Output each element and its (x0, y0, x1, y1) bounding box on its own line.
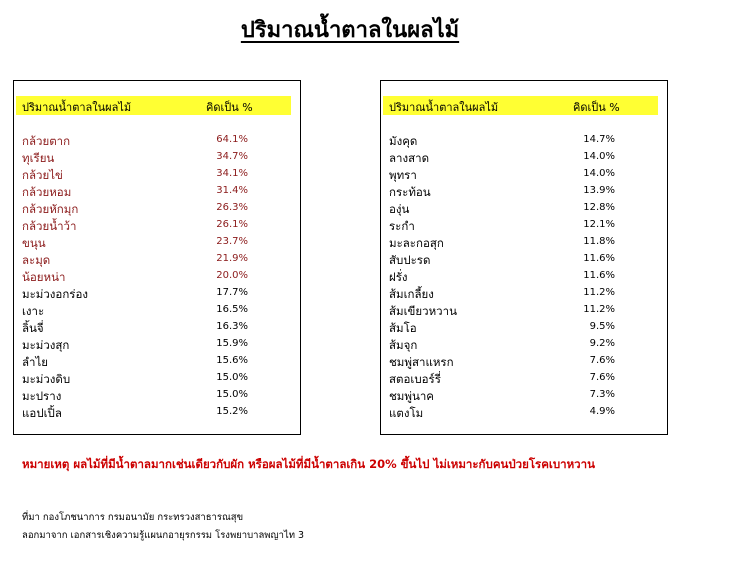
table-row (14, 353, 300, 370)
table-row (14, 183, 300, 200)
note-text: หมายเหตุ ผลไม้ที่มีน้ำตาลมากเช่นเดียวกับผัก หรือผลไม้ที่มีน้ำตาลเกิน 20% ขึ้นไป ไม่เหมาะกับคนป่วยโรคเบาหวาน (22, 457, 595, 471)
fruit-name: กล้วยหอม (22, 185, 72, 199)
table-row (14, 336, 300, 353)
header-percent-label: คิดเป็น % (573, 101, 620, 114)
fruit-name: กระท้อน (389, 185, 431, 199)
table-row (381, 336, 667, 353)
table-row (14, 166, 300, 183)
sugar-percent: 11.6% (583, 270, 615, 281)
sugar-percent: 34.7% (216, 151, 248, 162)
sugar-percent: 17.7% (216, 287, 248, 298)
sugar-percent: 15.0% (216, 389, 248, 400)
sugar-percent: 14.0% (583, 168, 615, 179)
table-row (381, 370, 667, 387)
table-row (14, 404, 300, 421)
table-row (381, 217, 667, 234)
fruit-name: สับปะรด (389, 253, 431, 267)
sugar-percent: 15.9% (216, 338, 248, 349)
sugar-percent: 15.6% (216, 355, 248, 366)
sugar-percent: 64.1% (216, 134, 248, 145)
sugar-percent: 34.1% (216, 168, 248, 179)
fruit-name: ฝรั่ง (389, 270, 408, 284)
fruit-name: ลำไย (22, 355, 49, 369)
header-fruit-label: ปริมาณน้ำตาลในผลไม้ (389, 101, 499, 114)
table-row (381, 200, 667, 217)
fruit-name: ส้มโอ (389, 321, 417, 335)
sugar-percent: 26.1% (216, 219, 248, 230)
sugar-percent: 15.0% (216, 372, 248, 383)
table-row (381, 234, 667, 251)
fruit-name: มะม่วงดิบ (22, 372, 71, 386)
fruit-name: ชมพู่นาค (389, 389, 434, 403)
fruit-name: ส้มเขียวหวาน (389, 304, 457, 318)
sugar-percent: 16.3% (216, 321, 248, 332)
fruit-name: องุ่น (389, 202, 410, 216)
sugar-percent: 4.9% (589, 406, 615, 417)
fruit-name: ส้มเกลี้ยง (389, 287, 434, 301)
sugar-percent: 23.7% (216, 236, 248, 247)
fruit-name: มะปราง (22, 389, 62, 403)
sugar-percent: 7.6% (589, 372, 615, 383)
left-table-rows (14, 132, 300, 421)
table-row (381, 132, 667, 149)
sugar-percent: 14.0% (583, 151, 615, 162)
sugar-percent: 26.3% (216, 202, 248, 213)
table-row (381, 285, 667, 302)
table-row (381, 387, 667, 404)
sugar-percent: 13.9% (583, 185, 615, 196)
fruit-name: ระกำ (389, 219, 415, 233)
sugar-percent: 11.8% (583, 236, 615, 247)
fruit-name: ลิ้นจี่ (22, 321, 44, 335)
fruit-name: กล้วยไข่ (22, 168, 63, 182)
table-row (381, 268, 667, 285)
fruit-name: กล้วยตาก (22, 134, 71, 148)
sugar-percent: 9.2% (589, 338, 615, 349)
sugar-percent: 12.8% (583, 202, 615, 213)
fruit-name: มังคุด (389, 134, 418, 148)
table-row (14, 319, 300, 336)
sugar-percent: 11.6% (583, 253, 615, 264)
sugar-percent: 11.2% (583, 304, 615, 315)
sugar-percent: 16.5% (216, 304, 248, 315)
left-table-header (16, 96, 291, 115)
table-row (381, 404, 667, 421)
table-row (14, 251, 300, 268)
table-row (381, 183, 667, 200)
fruit-name: พุทรา (389, 168, 417, 182)
sugar-percent: 14.7% (583, 134, 615, 145)
table-row (14, 387, 300, 404)
table-row (14, 370, 300, 387)
fruit-name: สตอเบอร์รี่ (389, 372, 441, 386)
fruit-name: ขนุน (22, 236, 46, 250)
right-table (380, 80, 668, 435)
fruit-name: แอปเปิ้ล (22, 406, 62, 420)
right-table-rows (381, 132, 667, 421)
table-row (381, 251, 667, 268)
left-table (13, 80, 301, 435)
table-row (14, 268, 300, 285)
table-row (381, 353, 667, 370)
table-row (14, 285, 300, 302)
table-row (14, 149, 300, 166)
right-table-header (383, 96, 658, 115)
fruit-name: มะม่วงอกร่อง (22, 287, 88, 301)
fruit-name: กล้วยหักมุก (22, 202, 79, 216)
table-row (14, 132, 300, 149)
header-fruit-label: ปริมาณน้ำตาลในผลไม้ (22, 101, 132, 114)
page-title: ปริมาณน้ำตาลในผลไม้ (240, 18, 460, 43)
table-row (14, 200, 300, 217)
fruit-name: น้อยหน่า (22, 270, 66, 284)
table-row (14, 302, 300, 319)
fruit-name: ทุเรียน (22, 151, 55, 165)
fruit-name: มะม่วงสุก (22, 338, 70, 352)
fruit-name: เงาะ (22, 304, 45, 318)
sugar-percent: 21.9% (216, 253, 248, 264)
sugar-percent: 7.6% (589, 355, 615, 366)
sugar-percent: 20.0% (216, 270, 248, 281)
fruit-name: มะละกอสุก (389, 236, 444, 250)
sugar-percent: 31.4% (216, 185, 248, 196)
sugar-percent: 11.2% (583, 287, 615, 298)
fruit-name: แตงโม (389, 406, 424, 420)
header-percent-label: คิดเป็น % (206, 101, 253, 114)
fruit-name: ลางสาด (389, 151, 430, 165)
sugar-percent: 15.2% (216, 406, 248, 417)
fruit-name: ส้มจุก (389, 338, 418, 352)
source-line: ที่มา กองโภชนาการ กรมอนามัย กระทรวงสาธารณสุข (22, 512, 244, 523)
table-row (14, 217, 300, 234)
source-line: ลอกมาจาก เอกสารเชิงความรู้แผนกอายุรกรรม โรงพยาบาลพญาไท 3 (22, 530, 305, 541)
sugar-percent: 7.3% (589, 389, 615, 400)
sugar-percent: 12.1% (583, 219, 615, 230)
table-row (14, 234, 300, 251)
fruit-name: ชมพู่สาแหรก (389, 355, 454, 369)
table-row (381, 149, 667, 166)
fruit-name: ละมุด (22, 253, 51, 267)
table-row (381, 166, 667, 183)
table-row (381, 302, 667, 319)
table-row (381, 319, 667, 336)
fruit-name: กล้วยน้ำว้า (22, 219, 77, 233)
sugar-percent: 9.5% (589, 321, 615, 332)
